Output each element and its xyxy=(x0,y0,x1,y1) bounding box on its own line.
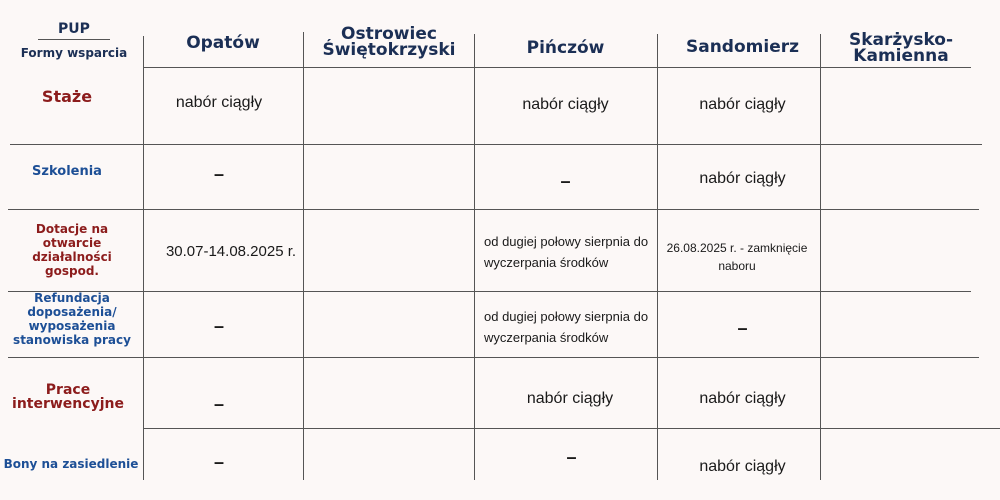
cell-ostrowiec-staze xyxy=(303,92,474,114)
row-divider-line xyxy=(8,357,979,358)
cell-ostrowiec-refundacja xyxy=(303,315,474,337)
cell-skarzysko-bony xyxy=(820,452,980,474)
cell-pinczow-dotacje: od dugiej połowy sierpnia do wyczerpania środków xyxy=(484,234,649,270)
column-header-sandomierz: Sandomierz xyxy=(685,37,799,57)
cell-pinczow-staze: nabór ciągły xyxy=(522,96,609,113)
cell-opatow-staze: nabór ciągły xyxy=(175,94,263,111)
cell-skarzysko-dotacje xyxy=(820,240,980,262)
cell-opatow-dotacje: 30.07-14.08.2025 r. xyxy=(165,242,297,260)
row-label-szkolenia: Szkolenia xyxy=(32,164,102,179)
cell-sandomierz-prace: nabór ciągły xyxy=(699,390,786,407)
cell-sandomierz-refundacja: – xyxy=(737,317,748,338)
cell-pinczow-prace: nabór ciągły xyxy=(526,390,614,407)
row-label-staze: Staże xyxy=(41,87,93,106)
cell-pinczow-refundacja: od dugiej połowy sierpnia do wyczerpania środków xyxy=(484,309,649,345)
cell-skarzysko-prace xyxy=(820,390,980,412)
row-divider-line xyxy=(143,428,1000,429)
cell-pinczow-szkolenia: – xyxy=(560,170,571,191)
cell-skarzysko-refundacja xyxy=(820,315,980,337)
column-header-ostrowiec: Ostrowiec Świętokrzyski xyxy=(322,24,456,60)
cell-opatow-szkolenia: – xyxy=(213,163,224,184)
row-divider-line xyxy=(10,144,982,145)
column-header-opatow: Opatów xyxy=(186,33,260,53)
row-label-dotacje: Dotacje na otwarcie działalności gospod. xyxy=(32,222,112,278)
cell-opatow-prace: – xyxy=(213,393,224,414)
pup-header: PUP xyxy=(58,21,90,37)
row-label-refundacja: Refundacja doposażenia/ wyposażenia stanowiska pracy xyxy=(13,291,131,347)
cell-opatow-bony: – xyxy=(213,451,224,472)
cell-ostrowiec-bony xyxy=(303,452,474,474)
cell-sandomierz-staze: nabór ciągły xyxy=(699,96,786,113)
row-divider-line xyxy=(8,291,971,292)
cell-skarzysko-szkolenia xyxy=(820,165,980,187)
cell-skarzysko-staze xyxy=(820,92,980,114)
cell-sandomierz-bony: nabór ciągły xyxy=(699,458,786,475)
forms-header: Formy wsparcia xyxy=(20,46,128,60)
row-label-prace: Prace interwencyjne xyxy=(12,382,124,412)
row-divider-line xyxy=(8,209,979,210)
cell-ostrowiec-dotacje xyxy=(303,240,474,262)
cell-ostrowiec-prace xyxy=(303,390,474,412)
pup-underline xyxy=(38,39,110,40)
cell-opatow-refundacja: – xyxy=(213,315,224,336)
cell-ostrowiec-szkolenia xyxy=(303,165,474,187)
column-header-skarzysko: Skarżysko-Kamienna xyxy=(848,30,954,66)
cell-sandomierz-szkolenia: nabór ciągły xyxy=(699,170,786,187)
cell-sandomierz-dotacje: 26.08.2025 r. - zamknięcie naboru xyxy=(666,241,808,273)
header-divider-line xyxy=(143,67,971,68)
column-header-pinczow: Pińczów xyxy=(526,38,605,58)
cell-pinczow-bony: – xyxy=(566,446,577,467)
row-label-bony: Bony na zasiedlenie xyxy=(3,457,139,471)
